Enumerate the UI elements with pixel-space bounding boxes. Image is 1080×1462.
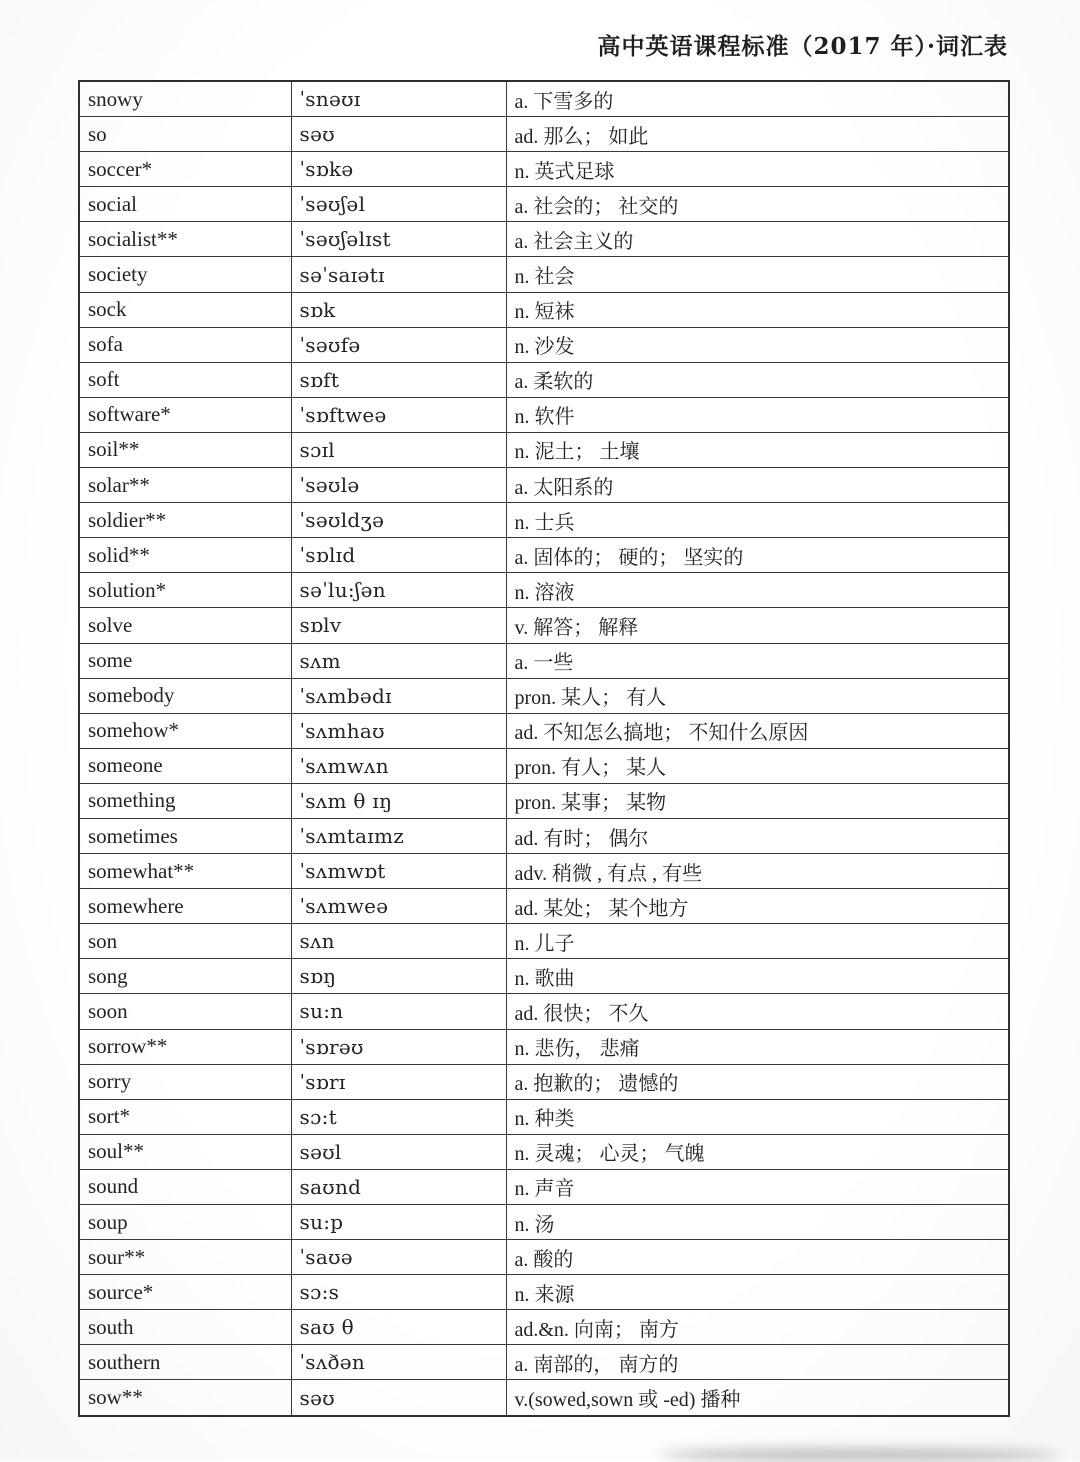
phonetic-cell: sɔɪl (291, 432, 506, 467)
word-cell: somewhat** (79, 854, 291, 889)
phonetic-cell: səʊ (291, 1380, 506, 1416)
table-row (79, 468, 1009, 503)
phonetic-cell: su:n (291, 994, 506, 1029)
word-cell: sow** (79, 1380, 291, 1416)
vocabulary-table (78, 80, 1010, 1417)
table-row (79, 152, 1009, 187)
definition-cell: a. 社会主义的 (506, 222, 1009, 257)
phonetic-cell: sɒft (291, 362, 506, 397)
table-row (79, 222, 1009, 257)
table-row (79, 1240, 1009, 1275)
definition-cell: adv. 稍微 , 有点 , 有些 (506, 854, 1009, 889)
table-row (79, 1275, 1009, 1310)
word-cell: solve (79, 608, 291, 643)
table-row (79, 1134, 1009, 1169)
word-cell: somehow* (79, 713, 291, 748)
table-row (79, 1380, 1009, 1416)
word-cell: socialist** (79, 222, 291, 257)
definition-cell: n. 悲伤， 悲痛 (506, 1029, 1009, 1064)
phonetic-cell: ˈsʌmtaɪmz (291, 818, 506, 853)
word-cell: south (79, 1310, 291, 1345)
phonetic-cell: ˈsəʊldʒə (291, 503, 506, 538)
definition-cell: v.(sowed,sown 或 -ed) 播种 (506, 1380, 1009, 1416)
phonetic-cell: saʊnd (291, 1169, 506, 1204)
page-edge-shadow (660, 1448, 1060, 1462)
table-row (79, 1064, 1009, 1099)
definition-cell: n. 声音 (506, 1169, 1009, 1204)
phonetic-cell: ˈsəʊfə (291, 327, 506, 362)
definition-cell: ad.&n. 向南； 南方 (506, 1310, 1009, 1345)
definition-cell: n. 短袜 (506, 292, 1009, 327)
page-title: 高中英语课程标准（2017 年）·词汇表 (597, 33, 1008, 60)
table-row (79, 643, 1009, 678)
phonetic-cell: səʊl (291, 1134, 506, 1169)
phonetic-cell: ˈsɒrɪ (291, 1064, 506, 1099)
definition-cell: ad. 那么； 如此 (506, 117, 1009, 152)
table-row (79, 1205, 1009, 1240)
word-cell: someone (79, 748, 291, 783)
phonetic-cell: sɒk (291, 292, 506, 327)
definition-cell: pron. 有人； 某人 (506, 748, 1009, 783)
table-row (79, 503, 1009, 538)
word-cell: sort* (79, 1099, 291, 1134)
word-cell: solar** (79, 468, 291, 503)
word-cell: soil** (79, 432, 291, 467)
definition-cell: a. 一些 (506, 643, 1009, 678)
table-row (79, 783, 1009, 818)
word-cell: somebody (79, 678, 291, 713)
definition-cell: n. 泥土； 土壤 (506, 432, 1009, 467)
word-cell: social (79, 187, 291, 222)
definition-cell: a. 下雪多的 (506, 81, 1009, 117)
definition-cell: n. 软件 (506, 397, 1009, 432)
definition-cell: a. 社会的； 社交的 (506, 187, 1009, 222)
phonetic-cell: ˈsɒftweə (291, 397, 506, 432)
word-cell: some (79, 643, 291, 678)
definition-cell: n. 沙发 (506, 327, 1009, 362)
table-row (79, 924, 1009, 959)
table-row (79, 1029, 1009, 1064)
phonetic-cell: səʊ (291, 117, 506, 152)
table-row (79, 713, 1009, 748)
definition-cell: ad. 有时； 偶尔 (506, 818, 1009, 853)
word-cell: something (79, 783, 291, 818)
phonetic-cell: ˈsəʊʃəlɪst (291, 222, 506, 257)
word-cell: soon (79, 994, 291, 1029)
phonetic-cell: ˈsʌmwʌn (291, 748, 506, 783)
definition-cell: ad. 不知怎么搞地； 不知什么原因 (506, 713, 1009, 748)
table-row (79, 117, 1009, 152)
phonetic-cell: ˈsʌmweə (291, 889, 506, 924)
table-row (79, 362, 1009, 397)
word-cell: song (79, 959, 291, 994)
definition-cell: ad. 某处； 某个地方 (506, 889, 1009, 924)
phonetic-cell: sɔ:s (291, 1275, 506, 1310)
phonetic-cell: su:p (291, 1205, 506, 1240)
phonetic-cell: səˈlu:ʃən (291, 573, 506, 608)
word-cell: sorry (79, 1064, 291, 1099)
table-row (79, 397, 1009, 432)
table-row (79, 432, 1009, 467)
word-cell: sometimes (79, 818, 291, 853)
definition-cell: a. 太阳系的 (506, 468, 1009, 503)
table-row (79, 889, 1009, 924)
definition-cell: a. 固体的； 硬的； 坚实的 (506, 538, 1009, 573)
definition-cell: a. 酸的 (506, 1240, 1009, 1275)
phonetic-cell: ˈsaʊə (291, 1240, 506, 1275)
definition-cell: n. 士兵 (506, 503, 1009, 538)
definition-cell: pron. 某人； 有人 (506, 678, 1009, 713)
definition-cell: n. 儿子 (506, 924, 1009, 959)
word-cell: son (79, 924, 291, 959)
word-cell: sofa (79, 327, 291, 362)
word-cell: solution* (79, 573, 291, 608)
phonetic-cell: ˈsəʊʃəl (291, 187, 506, 222)
definition-cell: a. 抱歉的； 遗憾的 (506, 1064, 1009, 1099)
phonetic-cell: ˈsɒrəʊ (291, 1029, 506, 1064)
word-cell: sour** (79, 1240, 291, 1275)
table-row (79, 257, 1009, 292)
table-row (79, 608, 1009, 643)
word-cell: somewhere (79, 889, 291, 924)
table-row (79, 994, 1009, 1029)
word-cell: society (79, 257, 291, 292)
word-cell: sock (79, 292, 291, 327)
phonetic-cell: ˈsʌmhaʊ (291, 713, 506, 748)
phonetic-cell: saʊ θ (291, 1310, 506, 1345)
word-cell: soldier** (79, 503, 291, 538)
table-row (79, 1345, 1009, 1380)
table-row (79, 327, 1009, 362)
word-cell: so (79, 117, 291, 152)
definition-cell: n. 汤 (506, 1205, 1009, 1240)
table-row (79, 1310, 1009, 1345)
word-cell: source* (79, 1275, 291, 1310)
phonetic-cell: ˈsɒlɪd (291, 538, 506, 573)
table-row (79, 959, 1009, 994)
phonetic-cell: sɔ:t (291, 1099, 506, 1134)
phonetic-cell: ˈsəʊlə (291, 468, 506, 503)
word-cell: soccer* (79, 152, 291, 187)
table-row (79, 573, 1009, 608)
definition-cell: n. 英式足球 (506, 152, 1009, 187)
phonetic-cell: ˈsʌðən (291, 1345, 506, 1380)
word-cell: southern (79, 1345, 291, 1380)
table-row (79, 81, 1009, 117)
definition-cell: n. 来源 (506, 1275, 1009, 1310)
definition-cell: n. 溶液 (506, 573, 1009, 608)
table-row (79, 1169, 1009, 1204)
word-cell: software* (79, 397, 291, 432)
phonetic-cell: sɒŋ (291, 959, 506, 994)
phonetic-cell: sʌn (291, 924, 506, 959)
definition-cell: v. 解答； 解释 (506, 608, 1009, 643)
table-row (79, 292, 1009, 327)
word-cell: sound (79, 1169, 291, 1204)
word-cell: soup (79, 1205, 291, 1240)
definition-cell: n. 歌曲 (506, 959, 1009, 994)
phonetic-cell: ˈsɒkə (291, 152, 506, 187)
phonetic-cell: ˈsʌmbədɪ (291, 678, 506, 713)
definition-cell: a. 柔软的 (506, 362, 1009, 397)
definition-cell: a. 南部的， 南方的 (506, 1345, 1009, 1380)
definition-cell: pron. 某事； 某物 (506, 783, 1009, 818)
phonetic-cell: sɒlv (291, 608, 506, 643)
phonetic-cell: ˈsnəʊɪ (291, 81, 506, 117)
word-cell: soul** (79, 1134, 291, 1169)
definition-cell: n. 种类 (506, 1099, 1009, 1134)
phonetic-cell: sʌm (291, 643, 506, 678)
word-cell: solid** (79, 538, 291, 573)
table-row (79, 854, 1009, 889)
table-row (79, 1099, 1009, 1134)
table-row (79, 187, 1009, 222)
table-row (79, 678, 1009, 713)
phonetic-cell: səˈsaɪətɪ (291, 257, 506, 292)
table-row (79, 818, 1009, 853)
word-cell: sorrow** (79, 1029, 291, 1064)
definition-cell: ad. 很快； 不久 (506, 994, 1009, 1029)
definition-cell: n. 灵魂； 心灵； 气魄 (506, 1134, 1009, 1169)
phonetic-cell: ˈsʌm θ ɪŋ (291, 783, 506, 818)
word-cell: snowy (79, 81, 291, 117)
definition-cell: n. 社会 (506, 257, 1009, 292)
word-cell: soft (79, 362, 291, 397)
vocab-table-body (79, 81, 1009, 1416)
table-row (79, 538, 1009, 573)
table-row (79, 748, 1009, 783)
phonetic-cell: ˈsʌmwɒt (291, 854, 506, 889)
